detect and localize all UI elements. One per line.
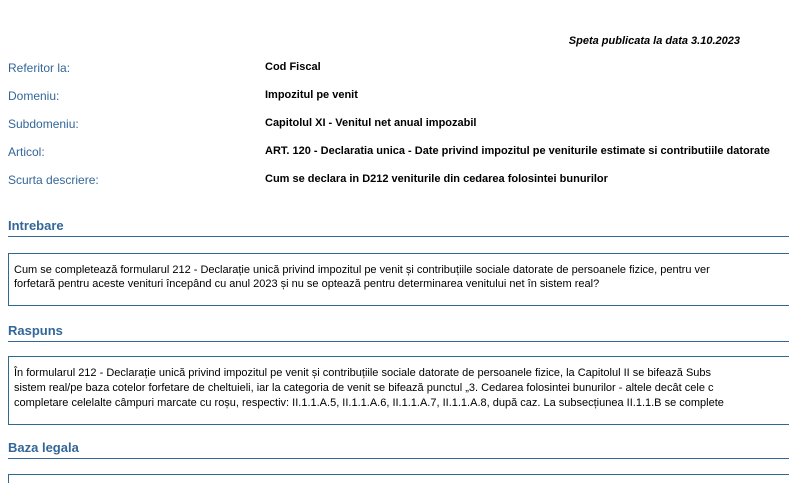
published-date-note: Speta publicata la data 3.10.2023: [568, 35, 740, 47]
answer-heading: Raspuns: [8, 323, 63, 338]
detail-value: Impozitul pe venit: [265, 89, 358, 101]
answer-line: completare celelalte câmpuri marcate cu roșu, respectiv: II.1.1.A.5, II.1.1.A.6, II.1.1.A.7, II.1.1.A.8, după caz. La subsecțiunea II.1.1.B se complete: [14, 397, 724, 409]
detail-label: Scurta descriere:: [8, 173, 99, 187]
detail-label: Referitor la:: [8, 61, 71, 75]
answer-line: În formularul 212 - Declarație unică privind impozitul pe venit și contribuțiile sociale datorate de persoanele fizice, la Capitolul II se bifează Subs: [14, 367, 712, 379]
detail-value: ART. 120 - Declaratia unica - Date privind impozitul pe veniturile estimate si contributiile datorate: [265, 145, 770, 157]
question-heading: Intrebare: [8, 218, 64, 233]
question-divider: [8, 236, 789, 237]
detail-row-domeniu: [0, 88, 789, 106]
detail-value: Cum se declara in D212 veniturile din cedarea folosintei bunurilor: [265, 173, 608, 185]
question-line: Cum se completează formularul 212 - Declarație unică privind impozitul pe venit și contribuțiile sociale datorate de persoanele fizice, pentru ver: [14, 264, 710, 276]
detail-row-articol: [0, 144, 789, 162]
answer-box: [8, 356, 789, 425]
legal-basis-box: [8, 474, 789, 483]
detail-row-referitor: [0, 60, 789, 78]
detail-value: Capitolul XI - Venitul net anual impozabil: [265, 117, 477, 129]
legal-basis-heading: Baza legala: [8, 440, 79, 455]
legal-basis-divider: [8, 458, 789, 459]
question-box: [8, 253, 789, 306]
detail-label: Domeniu:: [8, 89, 60, 103]
detail-label: Subdomeniu:: [8, 117, 79, 131]
answer-line: sistem real/pe baza cotelor forfetare de cheltuieli, iar la categoria de venit se bifează punctul „3. Cedarea folosintei bunurilor - altele decât cele c: [14, 382, 714, 394]
detail-row-subdomeniu: [0, 116, 789, 134]
detail-label: Articol:: [8, 145, 45, 159]
detail-value: Cod Fiscal: [265, 61, 321, 73]
detail-row-scurta-descriere: [0, 172, 789, 190]
question-line: forfetară pentru aceste venituri începând cu anul 2023 și nu se optează pentru determinarea venitului net în sistem real?: [14, 278, 600, 290]
answer-divider: [8, 341, 789, 342]
